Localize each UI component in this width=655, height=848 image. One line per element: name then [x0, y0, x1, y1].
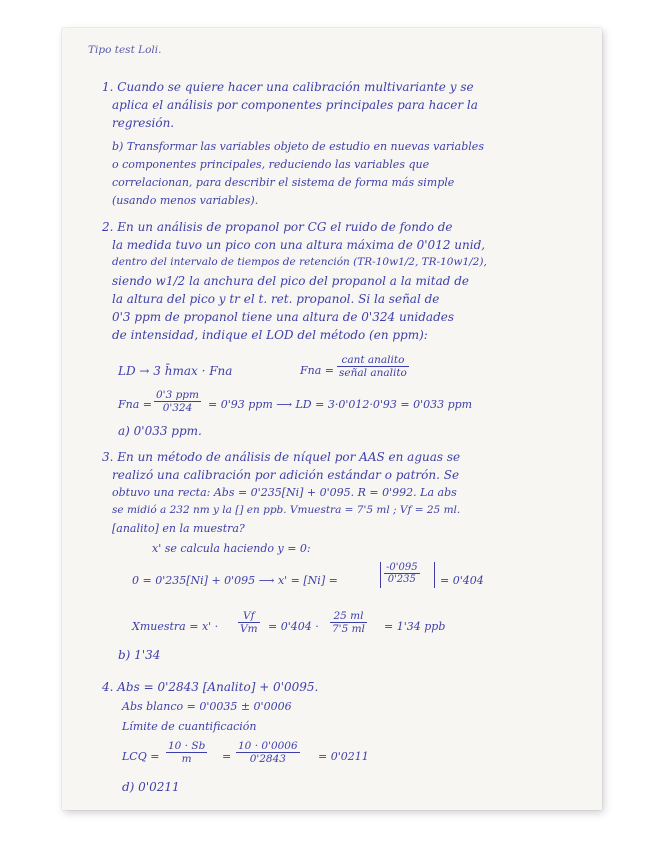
q3-line-3: obtuvo una recta: Abs = 0'235[Ni] + 0'095. R = 0'992. La abs — [112, 486, 457, 499]
q1-answer-line-4: (usando menos variables). — [112, 194, 259, 207]
q3-line-4: se midió a 232 nm y la [] en ppb. Vmuestra = 7'5 ml ; Vf = 25 ml. — [112, 504, 461, 516]
q4-lcq-fraction-2 — [236, 740, 300, 765]
q4-lcq-fraction-1 — [166, 740, 207, 765]
q2-line-5: la altura del pico y tr el t. ret. propanol. Si la señal de — [112, 292, 440, 306]
q2-line-4: siendo w1/2 la anchura del pico del propanol a la mitad de — [112, 274, 469, 288]
q3-line-1: 3. En un método de análisis de níquel por AAS en aguas se — [102, 450, 461, 464]
q3-volume-fraction — [330, 610, 367, 635]
q3-step-2: 0 = 0'235[Ni] + 0'095 ⟶ x' = [Ni] = — [132, 574, 338, 587]
q1-answer-line-2: o componentes principales, reduciendo las variables que — [112, 158, 430, 171]
q1-answer-line-3: correlacionan, para describir el sistema de forma más simple — [112, 176, 455, 189]
q3-abs-result: = 0'404 — [440, 574, 484, 587]
q2-calc-fraction — [154, 389, 201, 414]
q4-lcq-result: = 0'0211 — [318, 750, 369, 763]
q3-abs-numerator: -0'095 — [386, 562, 418, 573]
q3-xm-mid: = 0'404 · — [268, 620, 319, 633]
q2-line-6: 0'3 ppm de propanol tiene una altura de 0'324 unidades — [112, 310, 455, 324]
q2-line-1: 2. En un análisis de propanol por CG el ruido de fondo de — [102, 220, 453, 234]
q3-vf-numerator: Vf — [238, 610, 260, 623]
q2-line-7: de intensidad, indique el LOD del método (en ppm): — [112, 328, 428, 342]
q3-vf-fraction — [238, 610, 260, 635]
q3-xm-label: Xmuestra = x' · — [132, 620, 219, 633]
q3-xm-result: = 1'34 ppb — [384, 620, 446, 633]
q2-fna-denominator: señal analito — [339, 367, 407, 379]
q4-lcq-label: LCQ = — [122, 750, 160, 763]
q4-line-2: Abs blanco = 0'0035 ± 0'0006 — [122, 700, 292, 713]
page-header: Tipo test Loli. — [88, 44, 162, 56]
q3-line-2: realizó una calibración por adición estándar o patrón. Se — [112, 468, 460, 482]
q2-line-2: la medida tuvo un pico con una altura máxima de 0'012 unid, — [112, 238, 486, 252]
q2-calc-numerator: 0'3 ppm — [156, 389, 199, 401]
q4-lcq-denominator-1: m — [181, 753, 192, 765]
q2-calc-denominator: 0'324 — [162, 402, 193, 414]
q3-line-5: [analito] en la muestra? — [112, 522, 245, 535]
q3-step-1: x' se calcula haciendo y = 0: — [152, 542, 311, 555]
q4-line-3: Límite de cuantificación — [122, 720, 257, 733]
q1-line-3: regresión. — [112, 116, 175, 130]
q4-answer: d) 0'0211 — [122, 780, 180, 794]
q2-fna-numerator: cant analito — [337, 354, 409, 367]
q2-calc-label: Fna = — [118, 398, 152, 411]
q3-volume-numerator: 25 ml — [330, 610, 367, 623]
q3-vf-denominator: Vm — [240, 623, 258, 635]
q1-line-1: 1. Cuando se quiere hacer una calibración multivariante y se — [102, 80, 474, 94]
q2-ld-formula: LD → 3 h̄max · Fna — [118, 364, 233, 378]
q2-calc-result: = 0'93 ppm ⟶ LD = 3·0'012·0'93 = 0'033 ppm — [208, 398, 473, 411]
q2-fna-fraction — [337, 354, 409, 379]
q2-answer: a) 0'033 ppm. — [118, 424, 202, 438]
q4-lcq-denominator-2: 0'2843 — [249, 753, 286, 765]
q1-line-2: aplica el análisis por componentes principales para hacer la — [112, 98, 478, 112]
q4-lcq-equals: = — [222, 750, 232, 763]
q4-lcq-numerator-1: 10 · Sb — [168, 740, 206, 752]
q2-line-3: dentro del intervalo de tiempos de retención (TR-10w1/2, TR-10w1/2), — [112, 256, 487, 268]
q3-answer: b) 1'34 — [118, 648, 161, 662]
q4-lcq-numerator-2: 10 · 0'0006 — [238, 740, 298, 752]
q3-volume-denominator: 7'5 ml — [332, 623, 365, 635]
notebook-page — [62, 28, 602, 810]
q3-abs-fraction — [380, 562, 416, 585]
q2-fna-label: Fna = — [300, 364, 334, 377]
q1-answer-line-1: b) Transformar las variables objeto de estudio en nuevas variables — [112, 140, 484, 153]
q4-line-1: 4. Abs = 0'2843 [Analito] + 0'0095. — [102, 680, 319, 694]
q3-abs-denominator: 0'235 — [387, 574, 416, 585]
